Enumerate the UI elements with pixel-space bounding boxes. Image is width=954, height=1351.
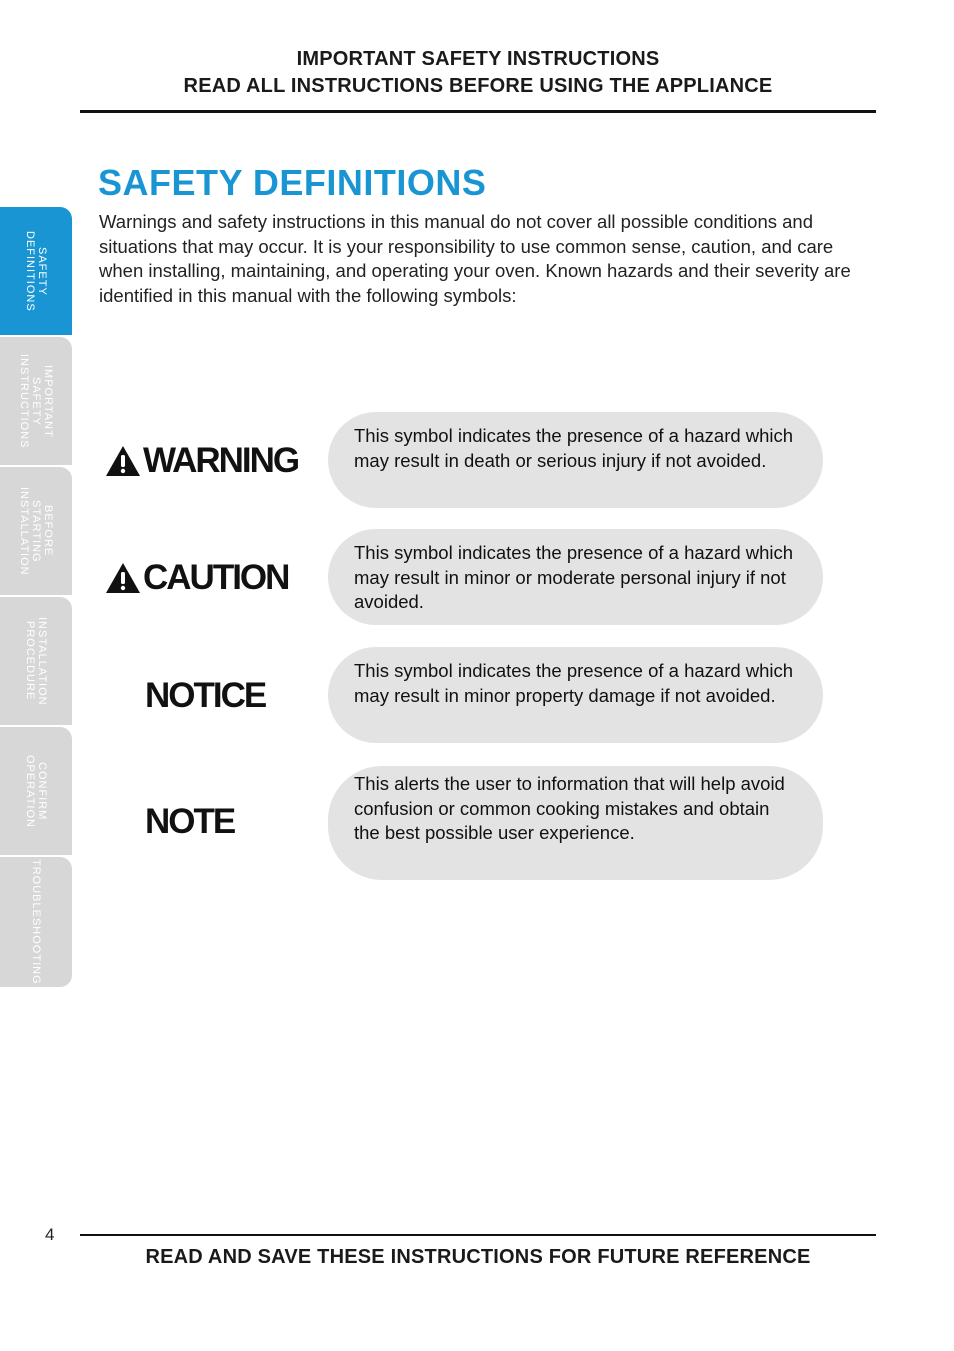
tab-confirm-operation[interactable]	[0, 727, 72, 857]
note-symbol	[145, 766, 234, 878]
tab-installation-procedure[interactable]	[0, 597, 72, 727]
symbol-row-caution	[100, 529, 830, 627]
tab-label: INSTALLATION PROCEDURE	[24, 616, 48, 706]
warning-triangle-icon	[105, 562, 141, 594]
warning-triangle-icon	[105, 445, 141, 477]
header-divider	[80, 110, 876, 113]
signal-word: WARNING	[143, 441, 299, 480]
page-title: SAFETY DEFINITIONS	[98, 162, 487, 203]
header-line-2: READ ALL INSTRUCTIONS BEFORE USING THE APPLIANCE	[183, 75, 773, 97]
symbol-description: This symbol indicates the presence of a hazard which may result in minor property damage if not avoided.	[328, 647, 823, 743]
header-line-1: IMPORTANT SAFETY INSTRUCTIONS	[296, 48, 660, 70]
tab-label: IMPORTANT SAFETY INSTRUCTIONS	[18, 353, 54, 449]
footer-divider	[80, 1234, 876, 1236]
symbol-row-warning	[100, 412, 830, 510]
signal-word: NOTE	[145, 802, 235, 841]
caution-symbol	[105, 529, 288, 627]
tab-important-safety-instructions[interactable]	[0, 337, 72, 467]
signal-word: CAUTION	[143, 558, 289, 597]
tab-label: CONFIRM OPERATION	[24, 754, 48, 828]
tab-label: TROUBLESHOOTING	[30, 859, 42, 985]
page-footer: READ AND SAVE THESE INSTRUCTIONS FOR FUTURE REFERENCE	[145, 1246, 811, 1268]
warning-symbol	[105, 412, 298, 510]
tab-before-starting-installation[interactable]	[0, 467, 72, 597]
symbol-description: This symbol indicates the presence of a hazard which may result in death or serious injury if not avoided.	[328, 412, 823, 508]
page-header	[80, 46, 876, 100]
symbol-description: This symbol indicates the presence of a hazard which may result in minor or moderate personal injury if not avoided.	[328, 529, 823, 625]
tab-label: SAFETY DEFINITIONS	[24, 230, 48, 312]
intro-paragraph: Warnings and safety instructions in this manual do not cover all possible conditions and situations that may occur. It is your responsibility to use common sense, caution, and care when installing, maintaining, and operating your oven. Known hazards and their severity are identified in this manual with the following symbols:	[99, 211, 851, 306]
signal-word: NOTICE	[145, 676, 266, 715]
page-number: 4	[45, 1225, 55, 1244]
symbol-row-notice	[100, 647, 830, 745]
tab-safety-definitions[interactable]	[0, 207, 72, 337]
tab-troubleshooting[interactable]	[0, 857, 72, 987]
symbol-row-note	[100, 766, 830, 864]
tab-label: BEFORE STARTING INSTALLATION	[18, 486, 54, 576]
symbol-description: This alerts the user to information that will help avoid confusion or common cooking mistakes and obtain the best possible user experience.	[328, 766, 823, 880]
notice-symbol	[145, 647, 265, 745]
section-tabs	[0, 207, 72, 987]
